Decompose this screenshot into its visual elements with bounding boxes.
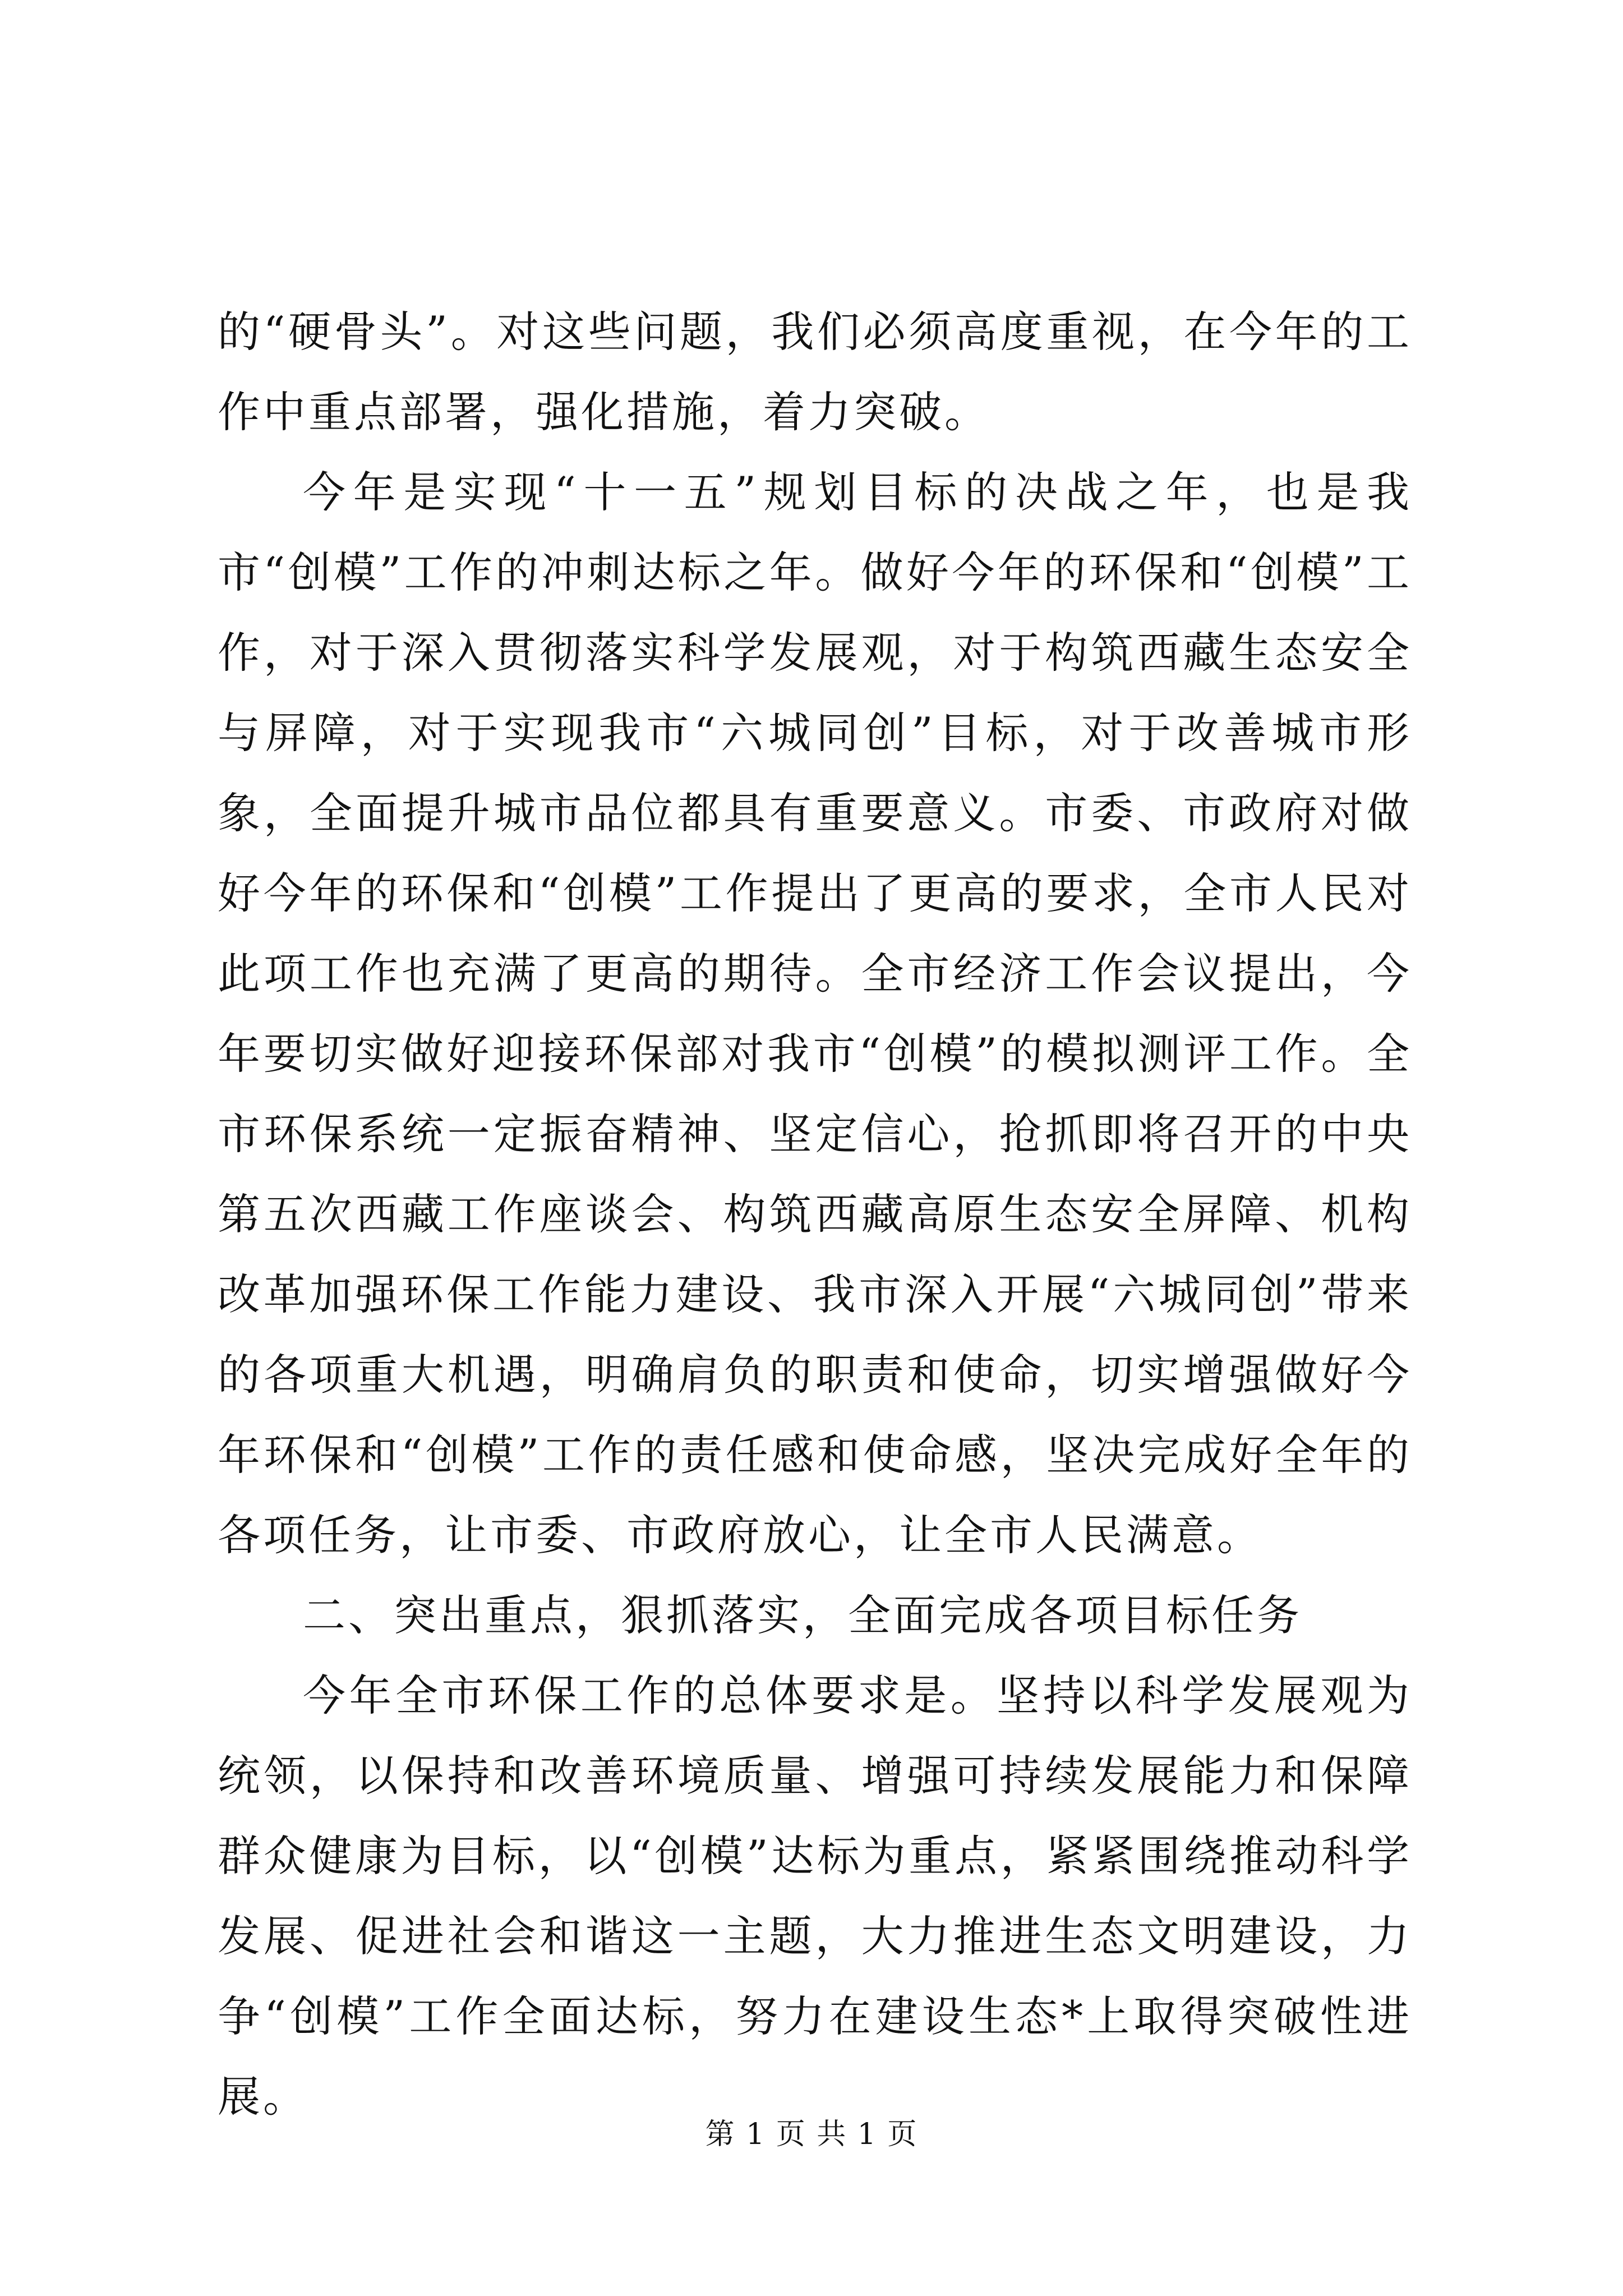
paragraph-overall-requirements: 今年全市环保工作的总体要求是。坚持以科学发展观为统领，以保持和改善环境质量、增强可持续发展能力和保障群众健康为目标，以“创模”达标为重点，紧紧围绕推动科学发展、促进社会和谐这一主题，大力推进生态文明建设，力争“创模”工作全面达标，努力在建设生态*上取得突破性进展。 xyxy=(218,1671,1412,2122)
paragraph-decisive-year: 今年是实现“十一五”规划目标的决战之年，也是我市“创模”工作的冲刺达标之年。做好今年的环保和“创模”工作，对于深入贯彻落实科学发展观，对于构筑西藏生态安全与屏障，对于实现我市“六城同创”目标，对于改善城市形象，全面提升城市品位都具有重要意义。市委、市政府对做好今年的环保和“创模”工作提出了更高的要求，全市人民对此项工作也充满了更高的期待。全市经济工作会议提出，今年要切实做好迎接环保部对我市“创模”的模拟测评工作。全市环保系统一定振奋精神、坚定信心，抢抓即将召开的中央第五次西藏工作座谈会、构筑西藏高原生态安全屏障、机构改革加强环保工作能力建设、我市深入开展“六城同创”带来的各项重大机遇，明确肩负的职责和使命，切实增强做好今年环保和“创模”工作的责任感和使命感，坚决完成好全年的各项任务，让市委、市政府放心，让全市人民满意。 xyxy=(218,467,1412,1560)
section-heading-2: 二、突出重点，狠抓落实，全面完成各项目标任务 xyxy=(303,1590,1302,1640)
document-body xyxy=(218,292,1412,2137)
page-footer: 第 1 页 共 1 页 xyxy=(705,2118,918,2151)
paragraph-continuation: 的“硬骨头”。对这些问题，我们必须高度重视，在今年的工作中重点部署，强化措施，着力突破。 xyxy=(218,307,1412,437)
